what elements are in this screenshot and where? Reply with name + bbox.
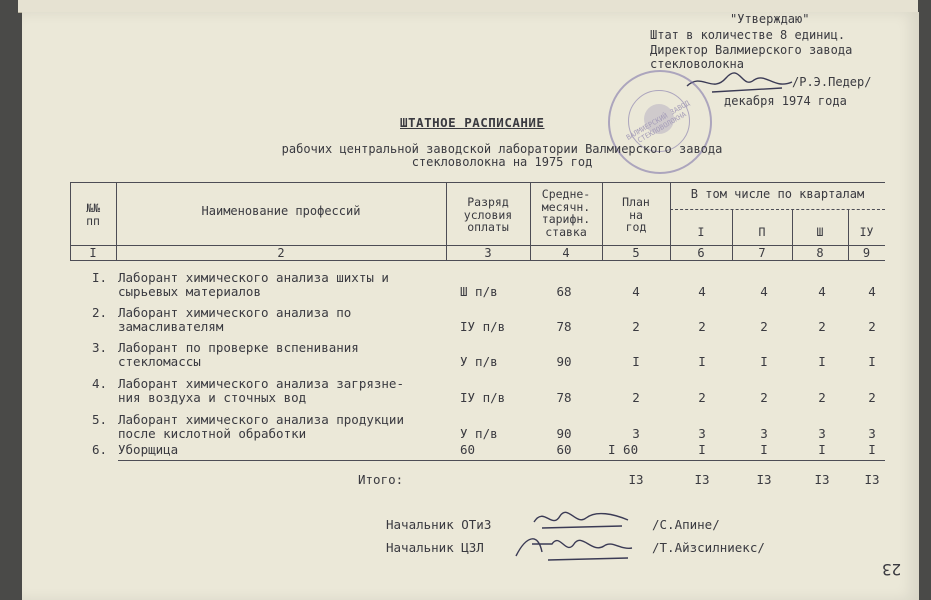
row-rate: 78 [556, 390, 572, 405]
signatory-1-name: /С.Апине/ [652, 517, 720, 532]
row-grade: У п/в [460, 426, 498, 441]
header-q4: IУ [859, 225, 874, 239]
quarters-rule [670, 209, 885, 210]
approval-line3: стекловолокна [650, 57, 744, 71]
approval-line1: Штат в количестве 8 единиц. [650, 28, 846, 42]
row-q3: I [818, 354, 826, 369]
total-rule [118, 460, 885, 461]
header-grade: Разряд условия оплаты [463, 195, 513, 234]
table-top-rule [70, 182, 885, 183]
colnum-3: 3 [484, 246, 492, 260]
colnum-8: 8 [816, 246, 824, 260]
total-q3: I3 [814, 472, 830, 487]
header-profession: Наименование профессий [201, 204, 361, 218]
row-number: 3. [92, 340, 108, 355]
header-q3: Ш [816, 225, 824, 239]
row-q2: 3 [760, 426, 768, 441]
header-plan: План на год [622, 195, 650, 234]
row-q3: I [818, 442, 826, 457]
colnum-4: 4 [562, 246, 570, 260]
seal-text: ВАЛМИЕРСКИЙ ЗАВОД СТЕКЛОВОЛОКНА [624, 99, 692, 145]
signatory-1-role: Начальник ОТиЗ [386, 517, 492, 532]
row-q2: 2 [760, 390, 768, 405]
row-q4: I [868, 354, 876, 369]
approval-director-name: /Р.Э.Педер/ [792, 75, 872, 89]
approval-heading: "Утверждаю" [730, 12, 810, 26]
row-q4: I [868, 442, 876, 457]
total-label: Итого: [358, 472, 404, 487]
row-q4: 4 [868, 284, 876, 299]
total-q4: I3 [864, 472, 880, 487]
row-plan: 2 [632, 319, 640, 334]
row-q1: 3 [698, 426, 706, 441]
document-subtitle-1: рабочих центральной заводской лаборатории Валмиерского завода [281, 142, 723, 156]
document-page [22, 12, 919, 600]
row-number: 6. [92, 442, 108, 457]
colnum-bottom-rule [70, 260, 885, 261]
row-plan: I 60 [608, 442, 639, 457]
row-profession-cont: замасливателям [118, 319, 224, 334]
row-profession-cont: ния воздуха и сточных вод [118, 390, 307, 405]
row-rate: 90 [556, 354, 572, 369]
row-q2: 4 [760, 284, 768, 299]
colnum-1: I [89, 246, 97, 260]
row-q4: 2 [868, 319, 876, 334]
header-number: №№ пп [86, 201, 100, 228]
total-plan: I3 [628, 472, 644, 487]
colnum-7: 7 [758, 246, 766, 260]
row-q3: 3 [818, 426, 826, 441]
row-q1: 2 [698, 319, 706, 334]
row-profession: Лаборант химического анализа загрязне- [118, 376, 404, 391]
row-plan: 2 [632, 390, 640, 405]
header-quarters: В том числе по кварталам [690, 187, 865, 201]
row-profession: Лаборант химического анализа по [118, 305, 352, 320]
row-q4: 3 [868, 426, 876, 441]
row-plan: 3 [632, 426, 640, 441]
row-q1: 4 [698, 284, 706, 299]
row-q3: 2 [818, 319, 826, 334]
row-profession: Лаборант по проверке вспенивания [118, 340, 359, 355]
colnum-6: 6 [697, 246, 705, 260]
total-q1: I3 [694, 472, 710, 487]
row-rate: 60 [556, 442, 572, 457]
header-rate: Средне- месячн. тарифн. ставка [541, 187, 591, 239]
row-profession: Лаборант химического анализа продукции [118, 412, 404, 427]
row-q2: I [760, 442, 768, 457]
row-number: 5. [92, 412, 108, 427]
row-profession-cont: стекломассы [118, 354, 201, 369]
row-plan: I [632, 354, 640, 369]
row-grade: IУ п/в [460, 319, 506, 334]
signatory-2-role: Начальник ЦЗЛ [386, 540, 484, 555]
row-q1: I [698, 354, 706, 369]
header-q2: П [758, 225, 766, 239]
row-profession: Лаборант химического анализа шихты и [118, 270, 389, 285]
row-profession: Уборщица [118, 442, 179, 457]
row-profession-cont: после кислотной обработки [118, 426, 307, 441]
signature-2 [508, 526, 638, 566]
row-grade: У п/в [460, 354, 498, 369]
colnum-2: 2 [277, 246, 285, 260]
row-grade: Ш п/в [460, 284, 498, 299]
row-number: 2. [92, 305, 108, 320]
signatory-2-name: /Т.Айзсилниекс/ [652, 540, 765, 555]
row-rate: 78 [556, 319, 572, 334]
colnum-9: 9 [862, 246, 871, 260]
header-q1: I [697, 225, 705, 239]
row-q3: 2 [818, 390, 826, 405]
row-profession-cont: сырьевых материалов [118, 284, 261, 299]
row-q1: 2 [698, 390, 706, 405]
row-rate: 68 [556, 284, 572, 299]
row-grade: IУ п/в [460, 390, 506, 405]
row-number: I. [92, 270, 108, 285]
row-rate: 90 [556, 426, 572, 441]
approval-date: декабря 1974 года [724, 94, 847, 108]
page-number: 23 [882, 560, 902, 579]
row-q1: I [698, 442, 706, 457]
approval-line2: Директор Валмиерского завода [650, 43, 853, 57]
row-q3: 4 [818, 284, 826, 299]
colnum-5: 5 [632, 246, 640, 260]
total-q2: I3 [756, 472, 772, 487]
row-grade: 60 [460, 442, 476, 457]
row-q2: I [760, 354, 768, 369]
row-number: 4. [92, 376, 108, 391]
row-q2: 2 [760, 319, 768, 334]
document-subtitle-2: стекловолокна на 1975 год [411, 155, 593, 169]
document-title: ШТАТНОЕ РАСПИСАНИЕ [400, 115, 545, 130]
row-plan: 4 [632, 284, 640, 299]
row-q4: 2 [868, 390, 876, 405]
